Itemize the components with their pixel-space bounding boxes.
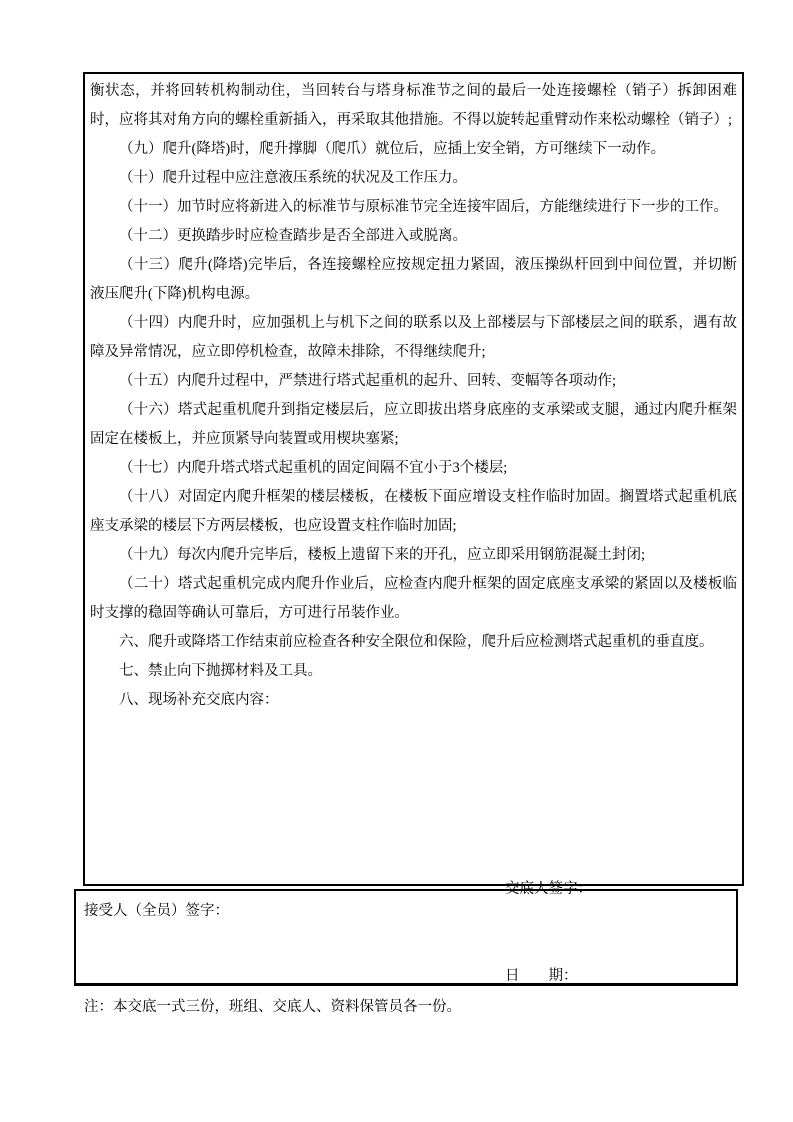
paragraph: （十一）加节时应将新进入的标准节与原标准节完全连接牢固后，方能继续进行下一步的工作。 [119, 199, 728, 215]
copies-note: 注：本交底一式三份，班组、交底人、资料保管员各一份。 [84, 999, 461, 1015]
receiver-signature-box [74, 889, 738, 986]
receiver-signature-label: 接受人（全员）签字： [84, 903, 229, 919]
paragraph: （二十）塔式起重机完成内爬升作业后，应检查内爬升框架的固定底座支承梁的紧固以及楼板临时支撑的稳固等确认可靠后，方可进行吊装作业。 [90, 576, 737, 621]
paragraph: （十三）爬升(降塔)完毕后，各连接螺栓应按规定扭力紧固，液压操纵杆回到中间位置，并切断液压爬升(下降)机构电源。 [90, 257, 737, 302]
paragraph: （十八）对固定内爬升框架的楼层楼板，在楼板下面应增设支柱作临时加固。搁置塔式起重机底座支承梁的楼层下方两层楼板，也应设置支柱作临时加固; [90, 489, 737, 534]
paragraph: （九）爬升(降塔)时，爬升撑脚（爬爪）就位后，应插上安全销，方可继续下一动作。 [119, 141, 666, 157]
paragraph: 衡状态，并将回转机构制动住，当回转台与塔身标准节之间的最后一处连接螺栓（销子）拆卸困难时，应将其对角方向的螺栓重新插入，再采取其他措施。不得以旋转起重臂动作来松动螺栓（销子）; [90, 83, 737, 128]
paragraph: （十四）内爬升时，应加强机上与机下之间的联系以及上部楼层与下部楼层之间的联系，遇有故障及异常情况，应立即停机检查，故障未排除，不得继续爬升; [90, 315, 737, 360]
paragraph: （十九）每次内爬升完毕后，楼板上遗留下来的开孔，应立即采用钢筋混凝土封闭; [119, 547, 646, 563]
paragraph: 七、禁止向下抛掷材料及工具。 [119, 663, 322, 679]
date-label: 日 期： [505, 968, 578, 984]
paragraph: （十五）内爬升过程中，严禁进行塔式起重机的起升、回转、变幅等各项动作; [119, 373, 617, 389]
briefer-signature-label: 交底人签字： [505, 881, 592, 897]
paragraph: （十）爬升过程中应注意液压系统的状况及工作压力。 [119, 170, 467, 186]
paragraph: （十六）塔式起重机爬升到指定楼层后，应立即拔出塔身底座的支承梁或支腿，通过内爬升框架固定在楼板上，并应顶紧导向装置或用楔块塞紧; [90, 402, 737, 447]
paragraph: （十二）更换踏步时应检查踏步是否全部进入或脱离。 [119, 228, 467, 244]
paragraph: 六、爬升或降塔工作结束前应检查各种安全限位和保险，爬升后应检测塔式起重机的垂直度。 [119, 634, 714, 650]
disclosure-paragraphs [85, 74, 742, 715]
paragraph: （十七）内爬升塔式塔式起重机的固定间隔不宜小于3个楼层; [119, 460, 508, 476]
paragraph: 八、现场补充交底内容： [119, 692, 279, 708]
